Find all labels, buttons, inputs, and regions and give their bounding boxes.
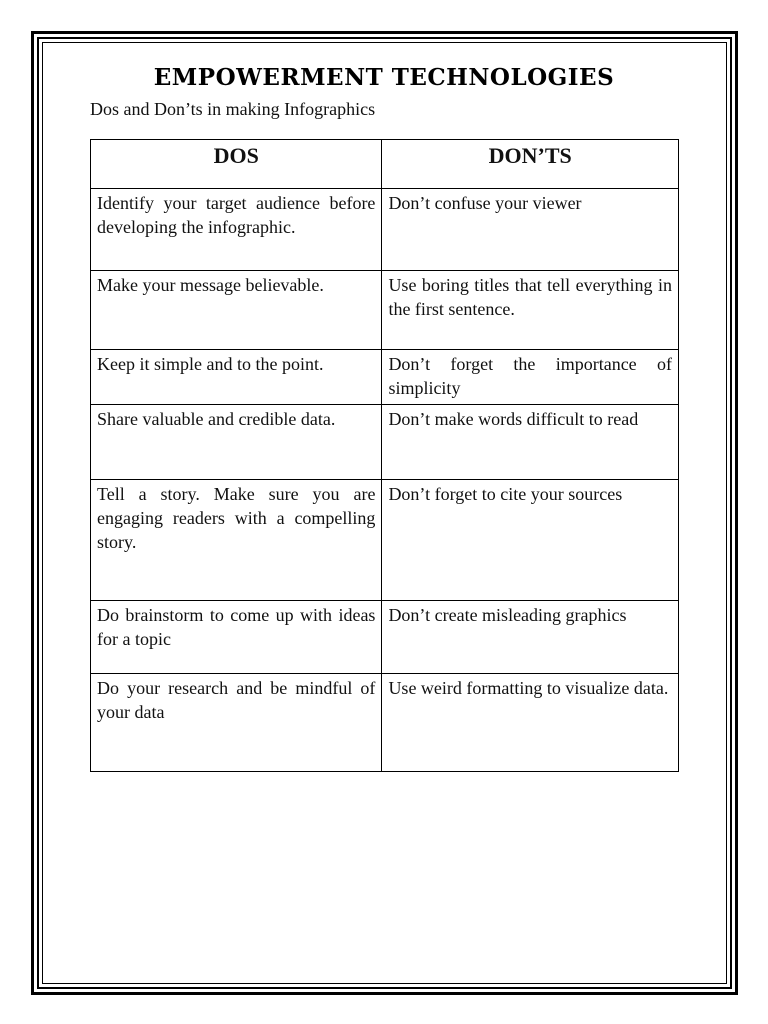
dos-cell: Do your research and be mindful of your data — [91, 674, 382, 772]
table-row — [91, 601, 679, 674]
table-row — [91, 350, 679, 405]
donts-cell: Don’t confuse your viewer — [382, 189, 679, 271]
donts-cell: Don’t forget the importance of simplicity — [382, 350, 679, 405]
table-row — [91, 674, 679, 772]
dos-cell: Do brainstorm to come up with ideas for a topic — [91, 601, 382, 674]
table-row — [91, 271, 679, 350]
table-row — [91, 480, 679, 601]
document-subtitle: Dos and Don’ts in making Infographics — [90, 99, 376, 119]
donts-cell: Don’t forget to cite your sources — [382, 480, 679, 601]
donts-cell: Use weird formatting to visualize data. — [382, 674, 679, 772]
column-header-donts: DON’TS — [382, 140, 679, 189]
donts-cell: Use boring titles that tell everything in the first sentence. — [382, 271, 679, 350]
donts-cell: Don’t create misleading graphics — [382, 601, 679, 674]
dos-donts-table — [90, 139, 679, 772]
donts-cell: Don’t make words difficult to read — [382, 405, 679, 480]
dos-cell: Keep it simple and to the point. — [91, 350, 382, 405]
dos-cell: Tell a story. Make sure you are engaging readers with a compelling story. — [91, 480, 382, 601]
table-row — [91, 405, 679, 480]
table-row — [91, 189, 679, 271]
document-title: EMPOWERMENT TECHNOLOGIES — [153, 64, 615, 91]
dos-cell: Identify your target audience before developing the infographic. — [91, 189, 382, 271]
column-header-dos: DOS — [91, 140, 382, 189]
table-header-row — [91, 140, 679, 189]
dos-cell: Make your message believable. — [91, 271, 382, 350]
dos-cell: Share valuable and credible data. — [91, 405, 382, 480]
